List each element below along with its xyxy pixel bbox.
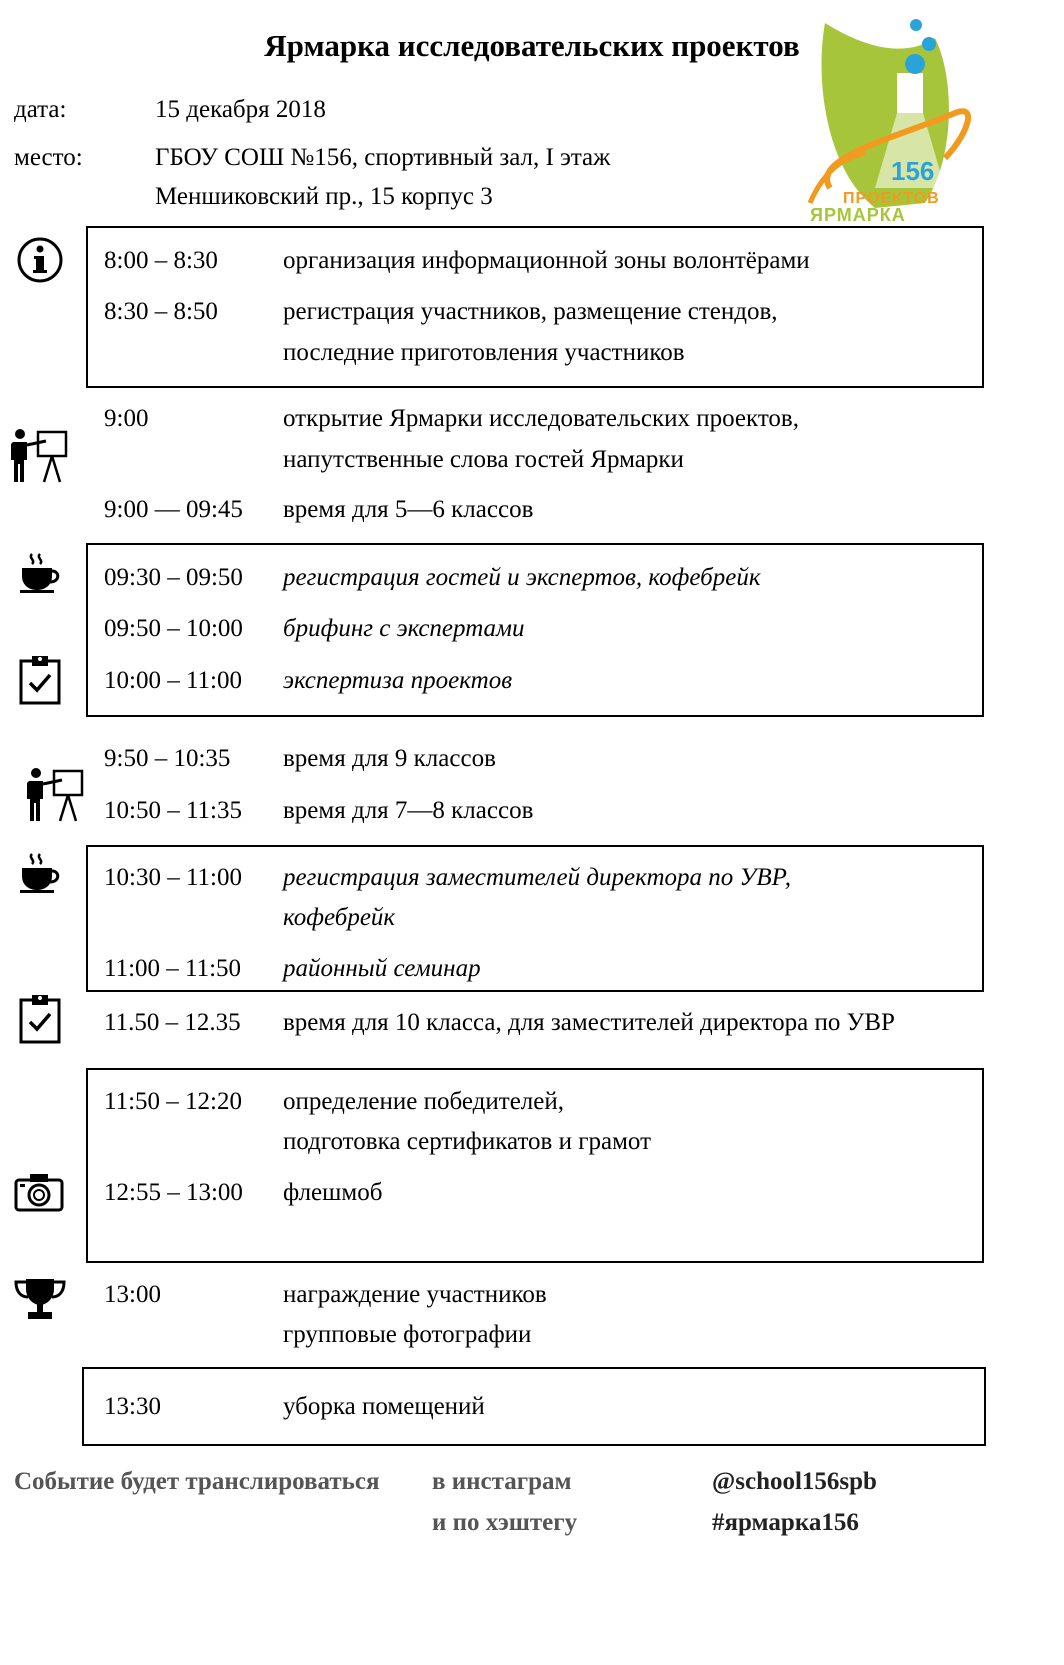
schedule-text: подготовка сертификатов и грамот bbox=[283, 1128, 652, 1155]
coffee-icon bbox=[18, 552, 62, 594]
schedule-text: флешмоб bbox=[283, 1179, 383, 1206]
schedule-time: 13:00 bbox=[104, 1281, 161, 1308]
info-icon bbox=[16, 236, 64, 284]
schedule-text: напутственные слова гостей Ярмарки bbox=[283, 446, 684, 473]
schedule-block-5 bbox=[82, 1367, 986, 1446]
schedule-text: время для 5—6 классов bbox=[283, 496, 534, 523]
schedule-time: 09:50 – 10:00 bbox=[104, 615, 243, 642]
schedule-text: время для 10 класса, для заместителей директора по УВР bbox=[283, 1009, 895, 1036]
clipboard-check-icon bbox=[18, 992, 62, 1044]
schedule-text: кофебрейк bbox=[283, 904, 396, 931]
schedule-time: 12:55 – 13:00 bbox=[104, 1179, 243, 1206]
schedule-text: районный семинар bbox=[283, 955, 481, 982]
presenter-icon bbox=[8, 428, 70, 484]
date-label: дата: bbox=[14, 96, 67, 123]
schedule-text: групповые фотографии bbox=[283, 1321, 532, 1348]
schedule-text: регистрация гостей и экспертов, кофебрейк bbox=[283, 564, 761, 591]
schedule-text: регистрация участников, размещение стендов, bbox=[283, 298, 778, 325]
schedule-text: определение победителей, bbox=[283, 1088, 564, 1115]
schedule-time: 13:30 bbox=[104, 1393, 161, 1420]
schedule-time: 10:50 – 11:35 bbox=[104, 797, 242, 824]
schedule-time: 11.50 – 12.35 bbox=[104, 1009, 241, 1036]
schedule-time: 8:30 – 8:50 bbox=[104, 298, 218, 325]
schedule-text: экспертиза проектов bbox=[283, 667, 513, 694]
schedule-time: 11:00 – 11:50 bbox=[104, 955, 242, 982]
page-title: Ярмарка исследовательских проектов bbox=[264, 28, 800, 63]
footer-hashtag-text: и по хэштегу bbox=[432, 1509, 578, 1536]
logo-word-2: ЯРМАРКА bbox=[810, 205, 906, 225]
schedule-time: 10:00 – 11:00 bbox=[104, 667, 242, 694]
trophy-icon bbox=[14, 1277, 66, 1321]
footer-instagram-text: в инстаграм bbox=[432, 1468, 572, 1495]
footer-broadcast-text: Событие будет транслироваться bbox=[14, 1468, 380, 1495]
schedule-text: организация информационной зоны волонтёрами bbox=[283, 247, 810, 274]
coffee-icon bbox=[18, 852, 62, 894]
fair-logo bbox=[805, 18, 975, 228]
place-label: место: bbox=[14, 144, 83, 171]
schedule-text: награждение участников bbox=[283, 1281, 547, 1308]
schedule-time: 9:00 — 09:45 bbox=[104, 496, 243, 523]
schedule-text: время для 7—8 классов bbox=[283, 797, 534, 824]
place-line-1: ГБОУ СОШ №156, спортивный зал, I этаж bbox=[155, 144, 611, 171]
schedule-time: 09:30 – 09:50 bbox=[104, 564, 243, 591]
logo-number: 156 bbox=[891, 156, 935, 186]
date-value: 15 декабря 2018 bbox=[155, 96, 326, 123]
schedule-text: время для 9 классов bbox=[283, 745, 496, 772]
schedule-text: регистрация заместителей директора по УВР, bbox=[283, 864, 791, 891]
schedule-text: уборка помещений bbox=[283, 1393, 485, 1420]
schedule-time: 9:50 – 10:35 bbox=[104, 745, 231, 772]
place-line-2: Меншиковский пр., 15 корпус 3 bbox=[155, 183, 493, 210]
schedule-time: 8:00 – 8:30 bbox=[104, 247, 218, 274]
schedule-time: 11:50 – 12:20 bbox=[104, 1088, 242, 1115]
clipboard-check-icon bbox=[18, 653, 62, 705]
instagram-handle-link[interactable]: @school156spb bbox=[712, 1468, 877, 1495]
camera-icon bbox=[14, 1172, 64, 1212]
logo-word-1: ПРОЕКТОВ bbox=[843, 190, 940, 207]
presenter-icon bbox=[24, 767, 86, 823]
schedule-text: открытие Ярмарки исследовательских проектов, bbox=[283, 405, 799, 432]
schedule-text: брифинг с экспертами bbox=[283, 615, 525, 642]
hashtag-link[interactable]: #ярмарка156 bbox=[712, 1509, 859, 1536]
schedule-text: последние приготовления участников bbox=[283, 339, 685, 366]
schedule-time: 10:30 – 11:00 bbox=[104, 864, 242, 891]
schedule-time: 9:00 bbox=[104, 405, 149, 432]
